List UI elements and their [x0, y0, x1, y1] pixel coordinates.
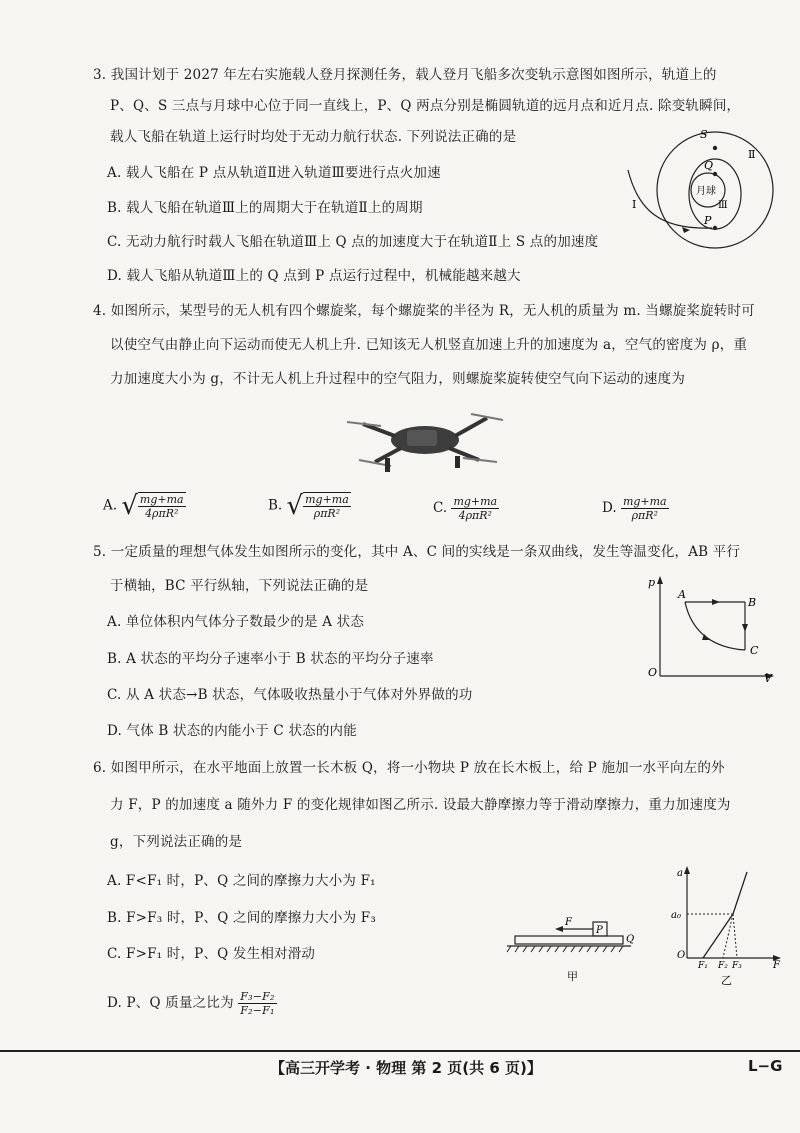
- q4-option-a-sqrt: √ $\frac{mg+ma}{\text{4ρπR²}}$: [121, 491, 184, 521]
- q4-option-a: [103, 492, 186, 520]
- label-a: a: [677, 868, 683, 879]
- footer-rule: [0, 1050, 800, 1052]
- q4-option-c-label: C.: [433, 500, 448, 516]
- footer-title: 【高三开学考 · 物理 第 2 页(共 6 页)】: [270, 1059, 542, 1077]
- q3-option-d: D. 载人飞船从轨道Ⅲ上的 Q 点到 P 点运行过程中，机械能越来越大: [107, 268, 521, 284]
- label-c: C: [750, 644, 759, 657]
- label-v: V: [764, 672, 772, 684]
- propeller-4: [463, 458, 497, 462]
- label-block-p: P: [596, 925, 603, 936]
- caption-jia: 甲: [567, 970, 578, 983]
- drone-camera: [407, 430, 437, 446]
- board-q: [515, 936, 623, 944]
- label-origin: O: [677, 950, 686, 961]
- graph-segment-2: [733, 872, 747, 914]
- q5-option-c: C. 从 A 状态→B 状态，气体吸收热量小于气体对外界做的功: [107, 687, 473, 703]
- q5-stem-line2: 于横轴，BC 平行纵轴，下列说法正确的是: [110, 578, 369, 594]
- label-s: S: [700, 128, 708, 141]
- a-axis-arrow: [684, 866, 690, 874]
- q5-stem-line1: 5. 一定质量的理想气体发生如图所示的变化，其中 A、C 间的实线是一条双曲线，发生等温变化，AB 平行: [93, 544, 741, 560]
- q4-option-d-num: mg+ma: [622, 495, 667, 508]
- q6-option-d-num: F₃−F₂: [240, 990, 275, 1003]
- q6-option-d-fraction: [238, 990, 276, 1017]
- q6-option-d: [107, 990, 277, 1017]
- q3-stem-line3: 载人飞船在轨道上运行时均处于无动力航行状态. 下列说法正确的是: [110, 129, 517, 145]
- q6-figure-jia: [505, 910, 645, 990]
- bc-arrow: [742, 624, 748, 632]
- label-orbit-2: Ⅱ: [748, 148, 756, 161]
- force-arrow-head: [555, 926, 563, 932]
- q4-option-b-sqrt: √ $\frac{mg+ma}{\text{ρπR²}}$: [286, 491, 349, 521]
- q4-option-b-num: mg+ma: [305, 493, 349, 506]
- ca-isotherm: [685, 602, 745, 650]
- ab-arrow: [712, 599, 720, 605]
- label-board-q: Q: [626, 934, 635, 945]
- q6-option-d-prefix: D. P、Q 质量之比为: [107, 995, 234, 1011]
- label-p: P: [704, 214, 712, 227]
- label-q: Q: [704, 159, 714, 172]
- q4-option-b-label: B.: [268, 497, 283, 514]
- label-o: O: [648, 666, 658, 679]
- ground-hatching: [507, 946, 623, 952]
- q6-stem-line3: g，下列说法正确的是: [110, 834, 243, 850]
- q5-option-a: A. 单位体积内气体分子数最少的是 A 状态: [107, 614, 365, 630]
- q3-orbit-figure: [620, 120, 790, 260]
- q4-stem-line1: 4. 如图所示，某型号的无人机有四个螺旋桨，每个螺旋桨的半径为 R，无人机的质量为 m. 当螺旋桨旋转时可: [93, 303, 755, 319]
- graph-segment-1: [703, 914, 733, 958]
- label-moon: 月球: [696, 186, 716, 197]
- point-s: [713, 146, 717, 150]
- label-b: B: [748, 596, 757, 609]
- label-p: p: [648, 576, 656, 589]
- q3-stem-line1: 3. 我国计划于 2027 年左右实施载人登月探测任务，载人登月飞船多次变轨示意图如图所示，轨道上的: [93, 67, 717, 83]
- caption-yi: 乙: [721, 974, 732, 987]
- f3-dashed-line: [733, 914, 737, 958]
- q3-option-b: B. 载人飞船在轨道Ⅲ上的周期大于在轨道Ⅱ上的周期: [107, 200, 423, 216]
- q4-option-c-num: mg+ma: [453, 495, 498, 508]
- label-a0: a₀: [671, 910, 681, 921]
- q6-option-c: C. F>F₁ 时，P、Q 发生相对滑动: [107, 946, 316, 962]
- label-f3: F₃: [732, 961, 742, 971]
- q3-option-c: C. 无动力航行时载人飞船在轨道Ⅲ上 Q 点的加速度大于在轨道Ⅱ上 S 点的加速度: [107, 234, 599, 250]
- q4-option-c-den: 4ρπR²: [458, 509, 492, 522]
- point-p: [713, 226, 717, 230]
- q4-option-d-label: D.: [602, 500, 617, 516]
- label-f: F: [773, 960, 780, 971]
- footer-code: L−G: [748, 1057, 783, 1075]
- q5-option-d: D. 气体 B 状态的内能小于 C 状态的内能: [107, 723, 357, 739]
- q6-figure-yi: [665, 862, 785, 990]
- label-a: A: [678, 588, 686, 601]
- label-f2: F₂: [718, 961, 728, 971]
- q4-option-d-den: ρπR²: [631, 509, 658, 522]
- q4-option-a-num: mg+ma: [139, 493, 184, 506]
- q4-option-a-den: 4ρπR²: [145, 507, 179, 520]
- q5-pv-diagram: [640, 572, 780, 684]
- label-f1: F₁: [698, 961, 708, 971]
- q6-stem-line2: 力 F，P 的加速度 a 随外力 F 的变化规律如图乙所示. 设最大静摩擦力等于滑动摩擦力，重力加速度为: [110, 797, 731, 813]
- label-orbit-1: Ⅰ: [632, 198, 637, 211]
- q6-stem-line1: 6. 如图甲所示，在水平地面上放置一长木板 Q，将一小物块 P 放在长木板上，给 P 施加一水平向左的外: [93, 760, 725, 776]
- label-force: F: [565, 917, 572, 928]
- drone-arm-right-back: [455, 418, 487, 436]
- q6-option-d-den: F₂−F₁: [240, 1004, 275, 1017]
- q4-option-c: [433, 495, 499, 522]
- q4-option-d: [602, 495, 669, 522]
- q3-stem-line2: P、Q、S 三点与月球中心位于同一直线上，P、Q 两点分别是椭圆轨道的远月点和近月点. 除变轨瞬间，: [110, 98, 741, 114]
- drone-leg-left: [385, 458, 390, 472]
- q4-stem-line3: 力加速度大小为 g，不计无人机上升过程中的空气阻力，则螺旋桨旋转使空气向下运动的速度为: [110, 371, 686, 387]
- label-orbit-3: Ⅲ: [718, 200, 728, 211]
- drone-leg-right: [455, 456, 460, 468]
- q6-option-b: B. F>F₃ 时，P、Q 之间的摩擦力大小为 F₃: [107, 910, 376, 926]
- q6-option-a: A. F<F₁ 时，P、Q 之间的摩擦力大小为 F₁: [107, 873, 376, 889]
- orbit-1-arrow: [682, 227, 690, 233]
- point-q: [713, 172, 717, 176]
- q3-option-a: A. 载人飞船在 P 点从轨道Ⅱ进入轨道Ⅲ要进行点火加速: [107, 165, 441, 181]
- p-axis-arrow: [657, 576, 663, 584]
- q4-option-b-den: ρπR²: [313, 507, 341, 520]
- q4-option-a-label: A.: [103, 497, 118, 514]
- q5-option-b: B. A 状态的平均分子速率小于 B 状态的平均分子速率: [107, 651, 434, 667]
- q4-option-b: [268, 492, 351, 520]
- drone-image: [345, 400, 505, 480]
- q4-stem-line2: 以使空气由静止向下运动而使无人机上升. 已知该无人机竖直加速上升的加速度为 a，空气的密度为 ρ，重: [110, 337, 748, 353]
